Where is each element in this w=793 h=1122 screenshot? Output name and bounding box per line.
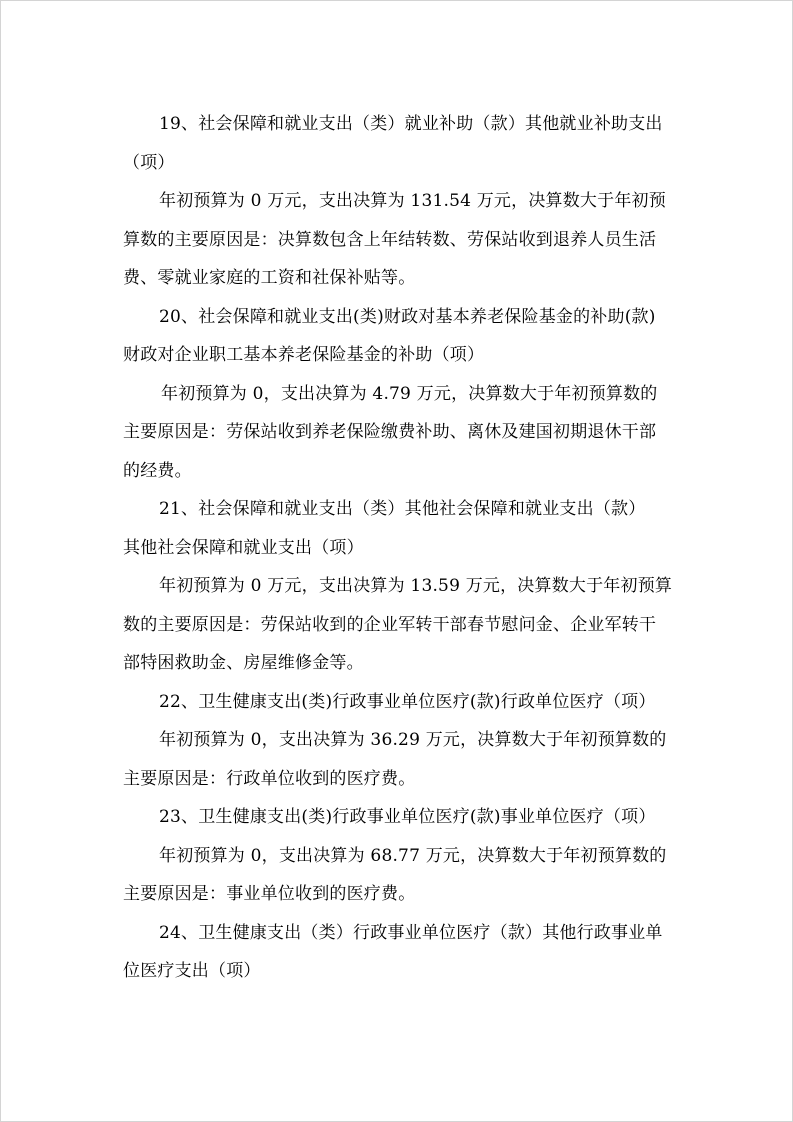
body-line: 年初预算为 0，支出决算为 4.79 万元，决算数大于年初预算数的: [161, 383, 658, 404]
body-line: 主要原因是：劳保站收到养老保险缴费补助、离休及建国初期退休干部: [123, 422, 657, 442]
body-line: 主要原因是：行政单位收到的医疗费。: [123, 768, 416, 789]
body-line: 主要原因是：事业单位收到的医疗费。: [123, 884, 416, 904]
body-line: 年初预算为 0，支出决算为 68.77 万元，决算数大于年初预算数的: [159, 845, 667, 866]
body-line: 年初预算为 0，支出决算为 36.29 万元，决算数大于年初预算数的: [159, 730, 667, 750]
section-23-body: [123, 837, 683, 914]
body-line: 数的主要原因是：劳保站收到的企业军转干部春节慰问金、企业军转干: [123, 614, 657, 635]
heading-line: 位医疗支出（项）: [123, 961, 261, 981]
section-23-heading: [123, 798, 683, 837]
heading-line: 21、社会保障和就业支出（类）其他社会保障和就业支出（款）: [159, 499, 646, 519]
heading-line: 19、社会保障和就业支出（类）就业补助（款）其他就业补助支出: [159, 114, 663, 134]
body-line: 年初预算为 0 万元，支出决算为 13.59 万元，决算数大于年初预算: [159, 576, 673, 596]
heading-line: 财政对企业职工基本养老保险基金的补助（项）: [123, 345, 485, 365]
heading-line: 22、卫生健康支出(类)行政事业单位医疗(款)行政单位医疗（项）: [159, 691, 656, 712]
section-22-heading: [123, 683, 683, 722]
document-body: [123, 105, 683, 991]
heading-line: 其他社会保障和就业支出（项）: [123, 537, 364, 558]
body-line: 算数的主要原因是：决算数包含上年结转数、劳保站收到退养人员生活: [123, 229, 657, 250]
heading-line: （项）: [123, 152, 175, 173]
body-line: 部特困救助金、房屋维修金等。: [123, 653, 364, 673]
section-19-heading: [123, 105, 683, 182]
section-21-body: [123, 567, 683, 683]
section-24-heading: [123, 914, 683, 991]
heading-line: 23、卫生健康支出(类)行政事业单位医疗(款)事业单位医疗（项）: [159, 807, 656, 827]
section-22-body: [123, 721, 683, 798]
section-19-body: [123, 182, 683, 298]
body-line: 的经费。: [123, 460, 192, 481]
body-line: 费、零就业家庭的工资和社保补贴等。: [123, 268, 416, 288]
section-20-heading: [123, 298, 683, 375]
heading-line: 20、社会保障和就业支出(类)财政对基本养老保险基金的补助(款): [159, 306, 656, 327]
body-line: 年初预算为 0 万元，支出决算为 131.54 万元，决算数大于年初预: [159, 191, 666, 211]
section-21-heading: [123, 490, 683, 567]
section-20-body: [123, 375, 683, 491]
heading-line: 24、卫生健康支出（类）行政事业单位医疗（款）其他行政事业单: [159, 922, 663, 943]
